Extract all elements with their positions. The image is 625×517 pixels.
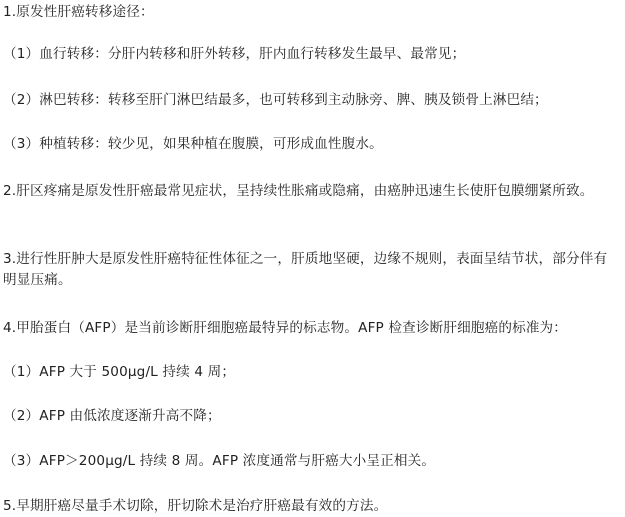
section-1-heading: 1.原发性肝癌转移途径：	[3, 4, 154, 20]
section-2-paragraph: 2.肝区疼痛是原发性肝癌最常见症状，呈持续性胀痛或隐痛，由癌肿迅速生长使肝包膜绷紧所致。	[3, 183, 594, 199]
section-1-item-blood: （1）血行转移：分肝内转移和肝外转移，肝内血行转移发生最早、最常见；	[3, 46, 466, 62]
section-5-paragraph: 5.早期肝癌尽量手术切除，肝切除术是治疗肝癌最有效的方法。	[3, 498, 388, 514]
section-3-paragraph: 3.进行性肝肿大是原发性肝癌特征性体征之一，肝质地坚硬，边缘不规则，表面呈结节状，部分伴有明显压痛。	[3, 251, 608, 288]
section-4-item-1: （1）AFP 大于 500μg/L 持续 4 周；	[3, 364, 236, 380]
section-4-heading: 4.甲胎蛋白（AFP）是当前诊断肝细胞癌最特异的标志物。AFP 检查诊断肝细胞癌的标准为：	[3, 320, 568, 336]
section-4-item-3: （3）AFP＞200μg/L 持续 8 周。AFP 浓度通常与肝癌大小呈正相关。	[3, 453, 436, 469]
section-1-item-lymph: （2）淋巴转移：转移至肝门淋巴结最多，也可转移到主动脉旁、脾、胰及锁骨上淋巴结；	[3, 92, 548, 108]
section-4-item-2: （2）AFP 由低浓度逐渐升高不降；	[3, 408, 221, 424]
section-1-item-implant: （3）种植转移：较少见，如果种植在腹膜，可形成血性腹水。	[3, 136, 383, 152]
